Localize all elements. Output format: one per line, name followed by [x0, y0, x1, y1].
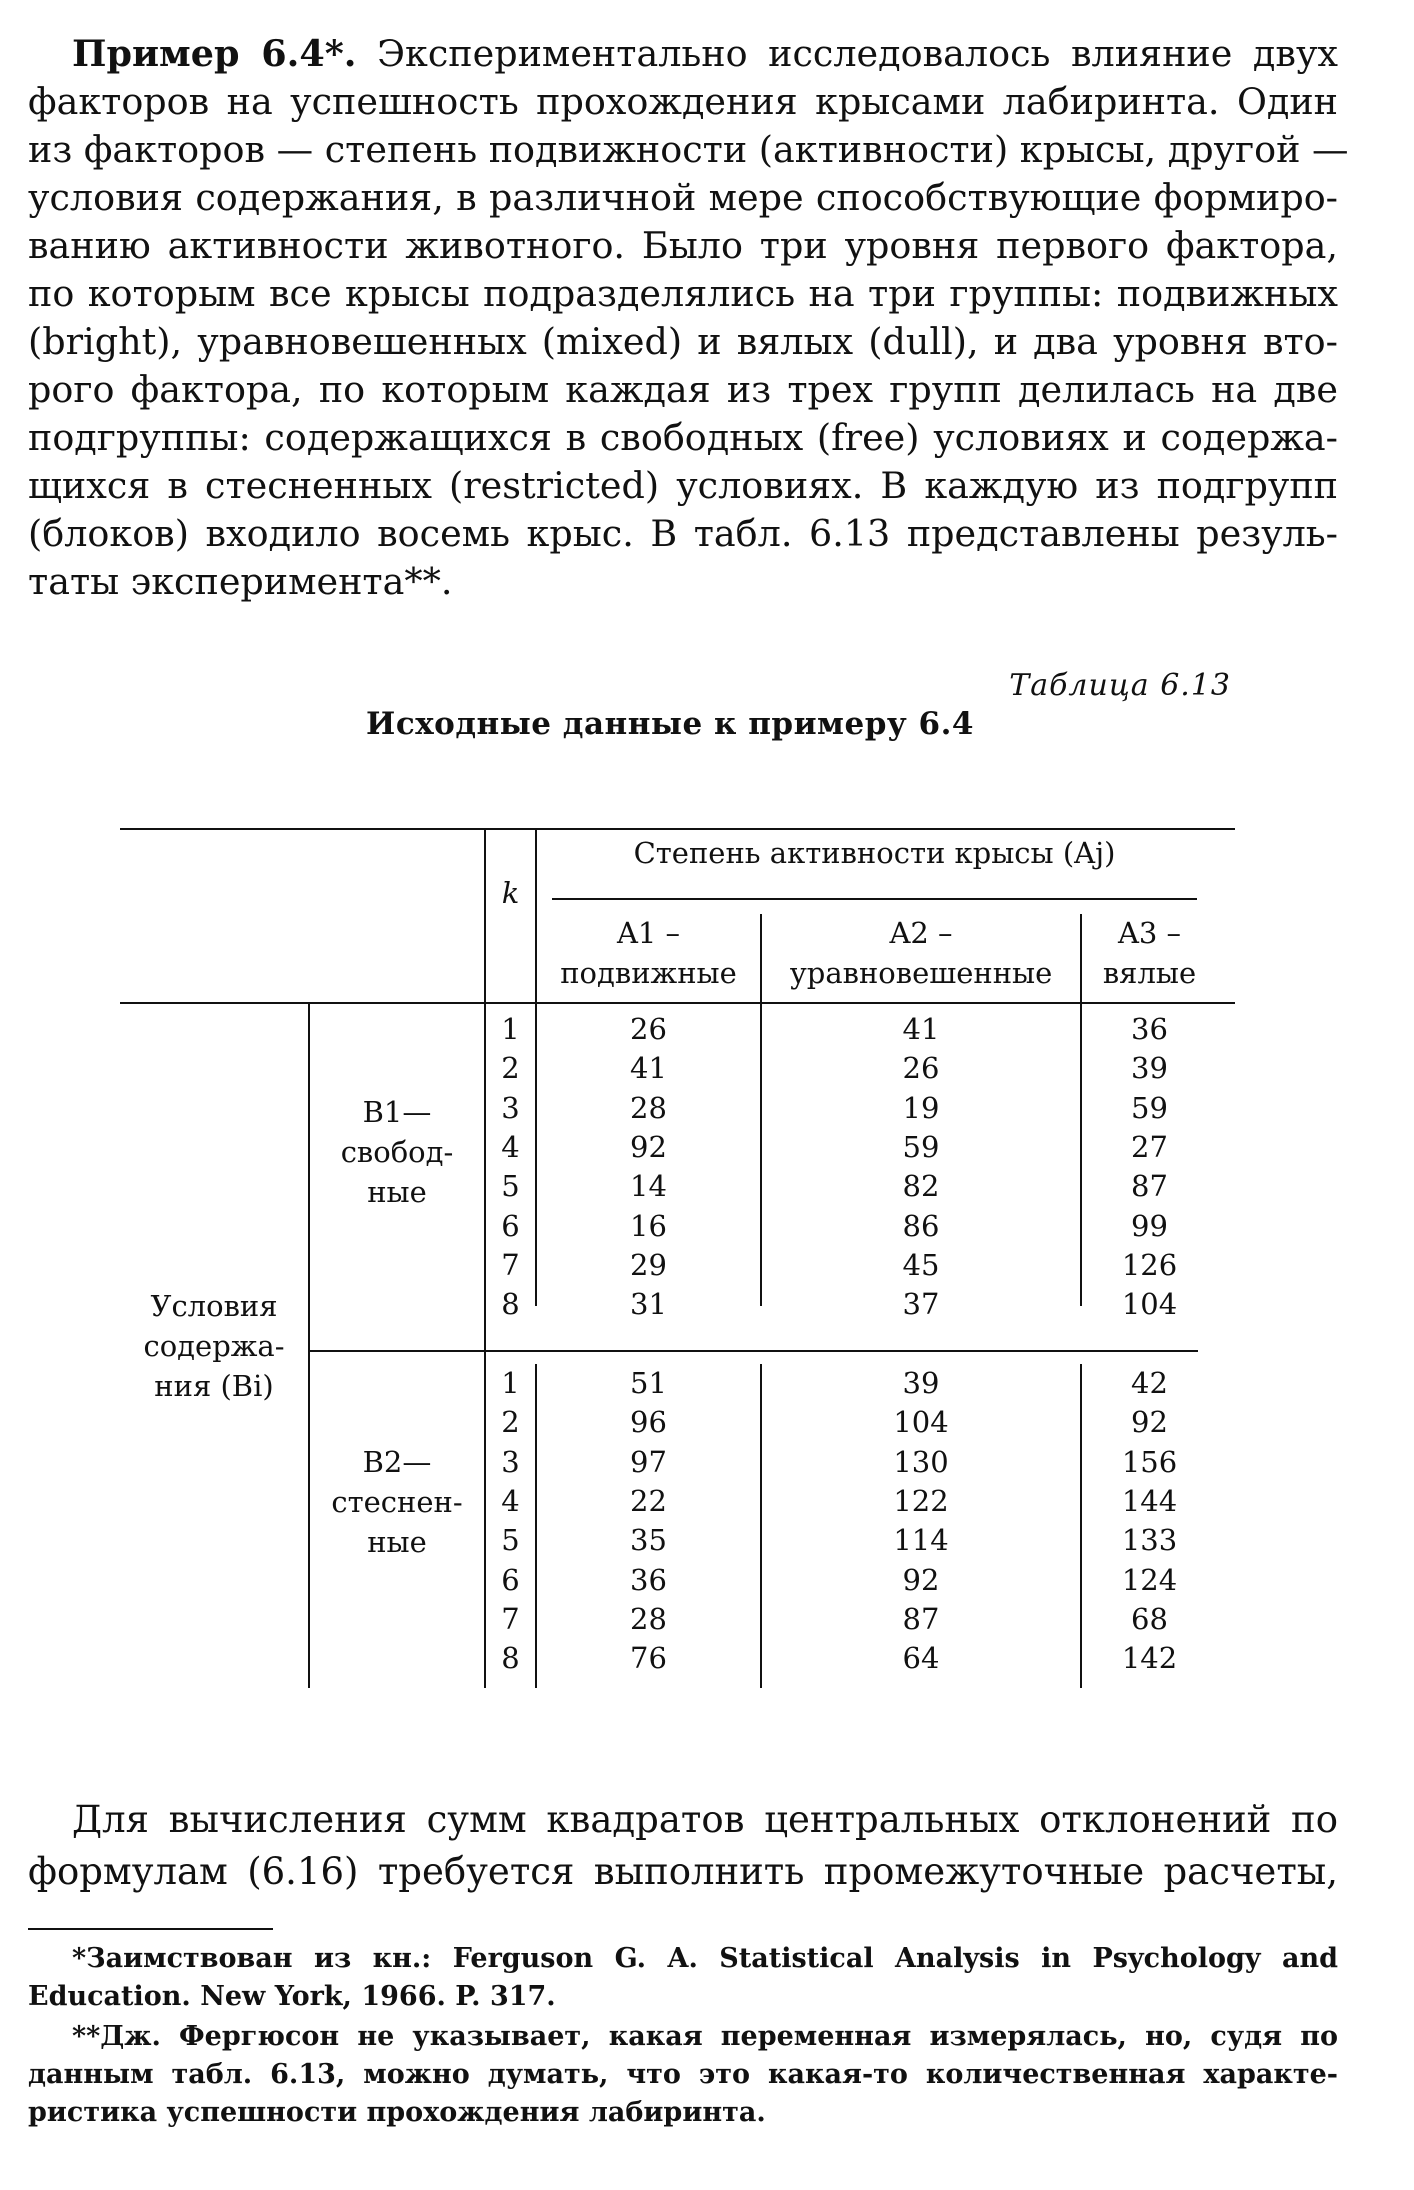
value-cell: 97: [630, 1444, 667, 1479]
value-cell: 59: [902, 1129, 940, 1164]
col-header-a2-top: A2 –: [889, 916, 953, 950]
value-cell: 68: [1131, 1601, 1168, 1636]
intro-line: (bright), уравновешенных (mixed) и вялых (dull), и два уровня вто-: [28, 320, 1338, 363]
block-b2-label: B2— стеснен- ные: [331, 1445, 463, 1559]
value-cell: 16: [630, 1208, 667, 1243]
value-cell: 104: [893, 1405, 949, 1440]
value-cell: 36: [630, 1562, 667, 1597]
intro-line: рого фактора, по которым каждая из трех групп делилась на две: [28, 368, 1338, 411]
outro-line: Для вычисления сумм квадратов центральных отклонений по: [72, 1798, 1338, 1841]
intro-line: Пример 6.4*. Экспериментально исследовалось влияние двух: [72, 32, 1339, 75]
value-cell: 76: [630, 1641, 667, 1676]
intro-line: щихся в стесненных (restricted) условиях. В каждую из подгрупп: [28, 464, 1338, 507]
value-cell: 14: [630, 1169, 667, 1204]
group-header-rule: [552, 898, 1197, 900]
activity-group-header: Степень активности крысы (Aj): [633, 836, 1116, 870]
value-cell: 82: [902, 1169, 940, 1204]
value-cell: 41: [630, 1051, 667, 1086]
row-index-cell: 7: [501, 1247, 520, 1282]
table-top-rule: [120, 828, 1235, 830]
intro-line: подгруппы: содержащихся в свободных (free) условиях и содержа-: [28, 416, 1338, 459]
table-number: Таблица 6.13: [1009, 668, 1231, 703]
col-header-a3-top: A3 –: [1117, 916, 1182, 950]
value-cell: 19: [902, 1090, 940, 1125]
value-cell: 126: [1121, 1247, 1178, 1282]
intro-line: (блоков) входило восемь крыс. В табл. 6.13 представлены резуль-: [28, 512, 1338, 555]
value-cell: 92: [1131, 1405, 1168, 1440]
value-cell: 122: [893, 1483, 949, 1518]
row-index-cell: 2: [501, 1051, 520, 1086]
value-cell: 39: [1131, 1051, 1168, 1086]
row-index-cell: 5: [501, 1169, 520, 1204]
value-cell: 64: [902, 1641, 940, 1676]
value-cell: 45: [902, 1247, 940, 1282]
footnote-1: *Заимствован из кн.: Ferguson G. A. Statistical Analysis in Psychology and Education. New York, 1966. P. 317.: [28, 1943, 1338, 2012]
value-cell: 51: [630, 1366, 667, 1400]
value-cell: 86: [902, 1208, 940, 1243]
row-index-cell: 8: [501, 1641, 520, 1676]
example-label: Пример 6.4*.: [72, 32, 357, 75]
intro-line: ванию активности животного. Было три уровня первого фактора,: [28, 224, 1338, 267]
row-index-cell: 7: [501, 1601, 520, 1636]
row-index-cell: 6: [501, 1562, 520, 1597]
value-cell: 92: [902, 1562, 940, 1597]
value-cell: 22: [630, 1483, 667, 1518]
value-cell: 37: [902, 1287, 940, 1322]
row-index-cell: 2: [501, 1405, 520, 1440]
value-cell: 42: [1131, 1366, 1168, 1400]
block-separator-rule: [308, 1350, 1198, 1352]
value-cell: 26: [902, 1051, 940, 1086]
value-cell: 29: [630, 1247, 667, 1282]
value-cell: 114: [893, 1523, 949, 1558]
value-cell: 130: [893, 1444, 949, 1479]
intro-line: факторов на успешность прохождения крысами лабиринта. Один: [28, 80, 1338, 123]
value-cell: 28: [630, 1601, 667, 1636]
value-cell: 92: [630, 1129, 667, 1164]
value-cell: 87: [1131, 1169, 1168, 1204]
value-cell: 144: [1121, 1483, 1178, 1518]
row-index-cell: 1: [501, 1366, 520, 1400]
row-index-cell: 1: [501, 1012, 520, 1046]
row-index-cell: 6: [501, 1208, 520, 1243]
value-cell: 87: [902, 1601, 940, 1636]
value-cell: 104: [1121, 1287, 1178, 1322]
k-column-header: k: [501, 876, 520, 910]
intro-line: из факторов — степень подвижности (активности) крысы, другой —: [28, 128, 1349, 171]
footnote-rule: [28, 1928, 273, 1930]
value-cell: 124: [1121, 1562, 1178, 1597]
value-cell: 99: [1131, 1208, 1168, 1243]
value-cell: 31: [630, 1287, 667, 1322]
intro-line: таты эксперимента**.: [28, 560, 453, 603]
row-index-cell: 8: [501, 1287, 520, 1322]
intro-paragraph: [28, 30, 1349, 606]
value-cell: 133: [1121, 1523, 1178, 1558]
value-cell: 35: [630, 1523, 667, 1558]
value-cell: 28: [630, 1090, 667, 1125]
value-cell: 59: [1131, 1090, 1168, 1125]
value-cell: 142: [1121, 1641, 1178, 1676]
intro-line: условия содержания, в различной мере способствующие формиро-: [28, 176, 1338, 219]
row-index-cell: 4: [501, 1129, 520, 1164]
value-cell: 39: [902, 1366, 940, 1400]
col-header-a2-bottom: уравновешенные: [789, 956, 1053, 990]
block-b1-label: B1— свобод- ные: [340, 1095, 454, 1209]
table-title: Исходные данные к примеру 6.4: [366, 706, 974, 742]
value-cell: 26: [630, 1012, 667, 1046]
outro-line: формулам (6.16) требуется выполнить промежуточные расчеты,: [28, 1850, 1338, 1893]
value-cell: 96: [630, 1405, 667, 1440]
row-index-cell: 3: [501, 1444, 520, 1479]
header-bottom-rule: [120, 1002, 1235, 1004]
intro-line: по которым все крысы подразделялись на три группы: подвижных: [28, 272, 1338, 315]
value-cell: 156: [1121, 1444, 1178, 1479]
value-cell: 41: [902, 1012, 940, 1046]
value-cell: 27: [1131, 1129, 1168, 1164]
row-index-cell: 4: [501, 1483, 520, 1518]
value-cell: 36: [1131, 1012, 1168, 1046]
col-header-a1-bottom: подвижные: [560, 956, 737, 990]
row-index-cell: 3: [501, 1090, 520, 1125]
col-header-a1-top: A1 –: [616, 916, 681, 950]
outro-paragraph: [28, 1794, 1338, 1898]
col-header-a3-bottom: вялые: [1102, 956, 1197, 990]
footnote-2: **Дж. Фергюсон не указывает, какая переменная измерялась, но, судя по данным табл. 6.13, можно думать, что это какая-то количественная характе- ристика успешности прохождения лабиринта.: [28, 2021, 1338, 2128]
row-factor-label: Условия содержа- ния (Bi): [143, 1289, 285, 1403]
row-index-cell: 5: [501, 1523, 520, 1558]
